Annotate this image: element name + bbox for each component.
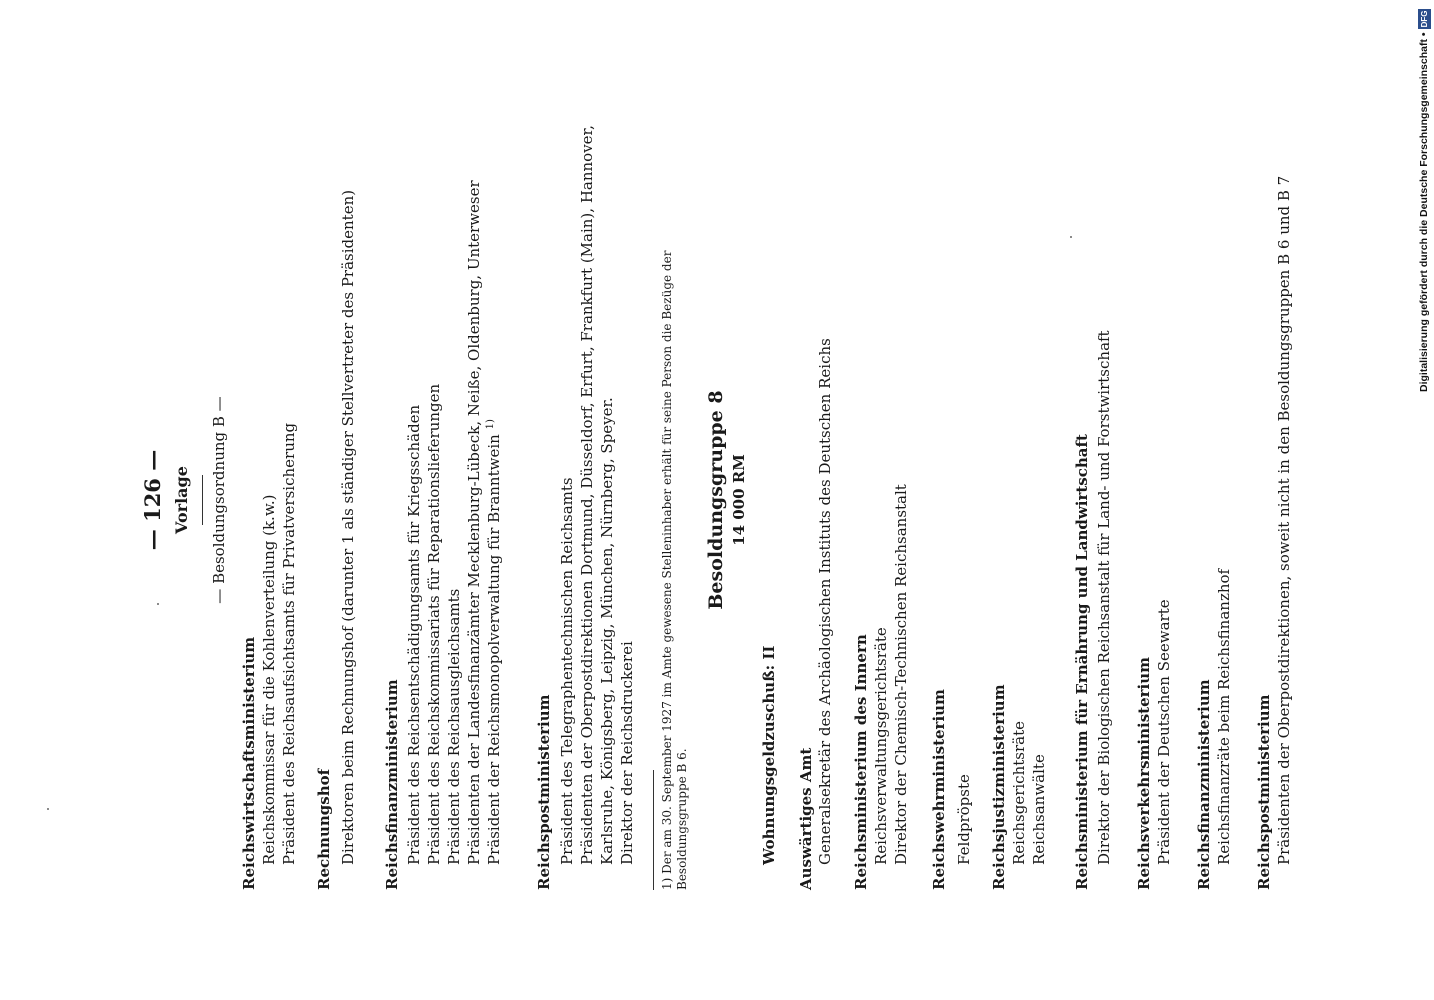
list-item: Präsident des Reichsausgleichsamts [445, 588, 463, 865]
list-item: Direktor der Biologischen Reichsanstalt für Land- und Forstwirtschaft [1095, 330, 1113, 865]
scan-speck [47, 808, 49, 810]
rotated-page [140, 60, 1320, 940]
list-item: Direktor der Reichsdruckerei [618, 641, 636, 865]
list-item: Präsidenten der Oberpostdirektionen, soweit nicht in den Besoldungsgruppen B 6 und B 7 [1275, 175, 1293, 865]
section-heading: Reichsministerium für Ernährung und Landwirtschaft [1073, 434, 1091, 890]
dfg-sidebar-text: Digitalisierung gefördert durch die Deutsche Forschungsgemeinschaft • [1418, 32, 1430, 392]
list-item: Direktor der Chemisch-Technischen Reichsanstalt [892, 484, 910, 865]
list-item: Reichsgerichtsräte [1010, 721, 1028, 865]
list-item-with-footnote [485, 419, 503, 865]
list-item: Reichsanwälte [1030, 754, 1048, 865]
wohnungsgeld: Wohnungsgeldzuschuß: II [760, 645, 778, 865]
ordnung-title: — Besoldungsordnung B — [210, 396, 228, 604]
group-amount: 14 000 RM [730, 454, 748, 546]
list-item: Reichsverwaltungsgerichtsräte [872, 627, 890, 865]
section-heading: Rechnungshof [315, 768, 333, 890]
list-item: Präsident des Reichsaufsichtsamts für Privatversicherung [280, 422, 298, 865]
footnote-mark: 1) [485, 419, 496, 430]
scan-speck [157, 603, 159, 605]
section-heading: Reichsjustizministerium [990, 684, 1008, 890]
list-item: Reichsfinanzräte beim Reichsfinanzhof [1215, 568, 1233, 865]
list-item: Direktoren beim Rechnungshof (darunter 1 als ständiger Stellvertreter des Präsidenten) [339, 189, 357, 865]
list-item: Präsident des Reichskommissariats für Reparationslieferungen [425, 383, 443, 865]
scan-speck [1070, 236, 1072, 238]
section-heading: Reichswehrministerium [930, 689, 948, 890]
section-heading: Reichsfinanzministerium [383, 679, 401, 890]
list-item: Generalsekretär des Archäologischen Instituts des Deutschen Reichs [816, 338, 834, 865]
list-item: Präsident der Deutschen Seewarte [1155, 599, 1173, 865]
list-item: Präsidenten der Oberpostdirektionen Dortmund, Düsseldorf, Erfurt, Frankfurt (Main), Hannover, [578, 125, 596, 865]
footnote-divider [653, 770, 654, 890]
section-heading: Reichsministerium des Innern [852, 634, 870, 890]
divider [202, 475, 203, 525]
list-item: Präsident des Reichsentschädigungsamts für Kriegsschäden [405, 404, 423, 865]
footnote-line: 1) Der am 30. September 1927 im Amte gewesene Stelleninhaber erhält für seine Person die Bezüge der [660, 250, 674, 890]
section-heading: Reichswirtschaftsministerium [240, 636, 258, 890]
list-item: Präsident des Telegraphentechnischen Reichsamts [558, 477, 576, 865]
dfg-logo: DFG [1419, 10, 1429, 28]
section-heading: Reichspostministerium [535, 694, 553, 890]
section-heading: Reichsverkehrsministerium [1135, 656, 1153, 890]
list-item-text: Präsident der Reichsmonopolverwaltung für Branntwein [485, 434, 503, 865]
section-heading: Auswärtiges Amt [797, 747, 815, 890]
section-heading: Reichsfinanzministerium [1195, 679, 1213, 890]
group-title: Besoldungsgruppe 8 [705, 390, 727, 610]
vorlage-label: Vorlage [172, 466, 191, 534]
footnote-line: Besoldungsgruppe B 6. [675, 748, 689, 890]
section-heading: Reichspostministerium [1255, 694, 1273, 890]
page-number: — 126 — [140, 449, 165, 551]
list-item: Reichskommissar für die Kohlenverteilung (k.w.) [260, 494, 278, 865]
list-item: Karlsruhe, Königsberg, Leipzig, München, Nürnberg, Speyer. [598, 397, 616, 865]
dfg-sidebar [1417, 2, 1431, 392]
list-item: Präsidenten der Landesfinanzämter Mecklenburg-Lübeck, Neiße, Oldenburg, Unterweser [465, 180, 483, 865]
list-item: Feldpröpste [955, 774, 973, 865]
